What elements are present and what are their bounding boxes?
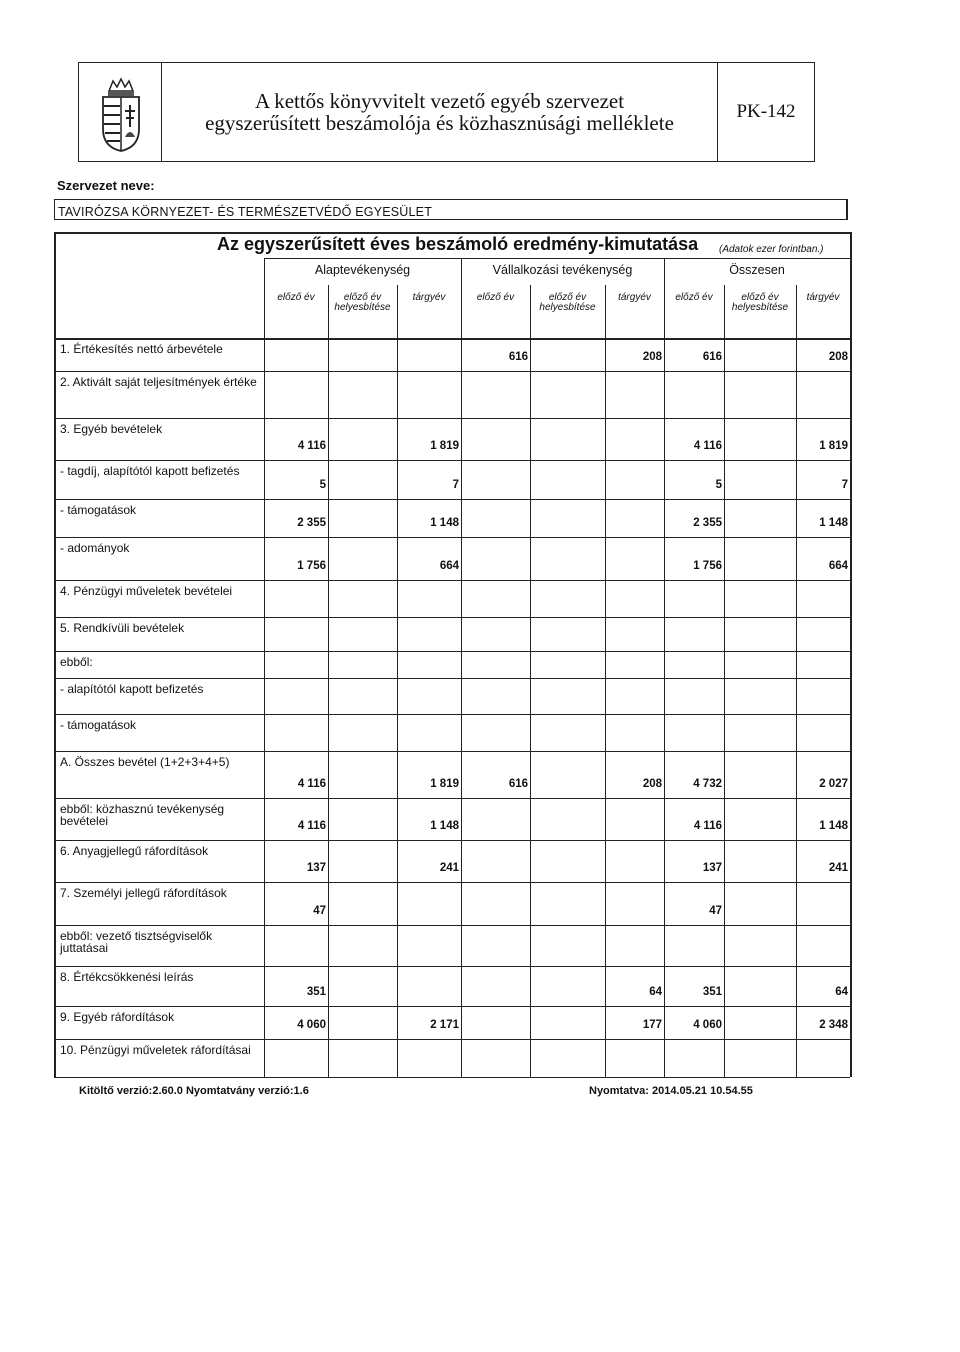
column-header <box>796 293 850 303</box>
row-label: A. Összes bevétel (1+2+3+4+5) <box>60 755 230 769</box>
row-label: 9. Egyéb ráfordítások <box>60 1010 175 1024</box>
header-bottom-line <box>54 338 850 340</box>
column-header-line-1: előző év <box>476 292 515 303</box>
column-line-3 <box>397 285 398 1077</box>
table-cell[interactable]: 616 <box>702 351 722 363</box>
table-cell[interactable]: 1 148 <box>819 820 848 832</box>
row-line-5 <box>54 580 850 581</box>
table-cell[interactable]: 4 060 <box>693 1019 722 1031</box>
table-cell[interactable]: 4 116 <box>693 440 722 452</box>
table-cell[interactable]: 4 116 <box>693 820 722 832</box>
table-cell[interactable]: 1 819 <box>819 440 848 452</box>
column-header <box>328 293 397 313</box>
row-line-0 <box>54 371 850 372</box>
table-cell[interactable]: 64 <box>649 986 662 998</box>
row-label: 7. Személyi jellegű ráfordítások <box>60 886 227 900</box>
column-line-0 <box>54 232 56 1077</box>
hungarian-coat-of-arms-icon <box>99 77 143 153</box>
section-title: Vállalkozási tevékenység <box>492 263 633 277</box>
column-header-line-2: helyesbítése <box>334 302 391 313</box>
row-label: 6. Anyagjellegű ráfordítások <box>60 844 209 858</box>
column-header-line-1: előző év <box>343 292 382 303</box>
table-border-top <box>54 232 850 234</box>
table-cell[interactable]: 2 355 <box>693 517 722 529</box>
column-header-line-2: helyesbítése <box>539 302 596 313</box>
table-cell[interactable]: 47 <box>313 905 326 917</box>
logo-cell <box>79 63 162 161</box>
column-line-6 <box>605 285 606 1077</box>
column-header-line-1: tárgyév <box>618 292 651 303</box>
row-label: - alapítótól kapott befizetés <box>60 682 204 696</box>
table-cell[interactable]: 351 <box>306 986 326 998</box>
row-label: ebből: közhasznú tevékenység bevételei <box>60 802 225 828</box>
table-cell[interactable]: 208 <box>828 351 848 363</box>
table-cell[interactable]: 241 <box>439 862 459 874</box>
table-cell[interactable]: 2 355 <box>297 517 326 529</box>
form-header <box>78 62 815 162</box>
row-label: 5. Rendkívüli bevételek <box>60 621 185 635</box>
column-line-9 <box>796 285 797 1077</box>
row-label: 3. Egyéb bevételek <box>60 422 163 436</box>
row-line-8 <box>54 678 850 679</box>
row-line-11 <box>54 798 850 799</box>
row-line-15 <box>54 966 850 967</box>
column-line-7 <box>664 285 665 1077</box>
column-line-5 <box>530 285 531 1077</box>
row-label: 1. Értékesítés nettó árbevétele <box>60 342 223 356</box>
table-cell[interactable]: 664 <box>828 560 848 572</box>
row-label: 8. Értékcsökkenési leírás <box>60 970 194 984</box>
row-line-12 <box>54 840 850 841</box>
table-cell[interactable]: 4 116 <box>297 440 326 452</box>
table-cell[interactable]: 1 756 <box>297 560 326 572</box>
table-cell[interactable]: 5 <box>319 479 326 491</box>
row-line-6 <box>54 617 850 618</box>
table-cell[interactable]: 208 <box>642 778 662 790</box>
column-header <box>724 293 796 313</box>
column-line-2 <box>328 285 329 1077</box>
column-line-8 <box>724 285 725 1077</box>
row-label: 4. Pénzügyi műveletek bevételei <box>60 584 233 598</box>
row-label: ebből: vezető tisztségviselők juttatásai <box>60 929 213 955</box>
section-header-divider <box>264 258 850 259</box>
table-cell[interactable]: 241 <box>828 862 848 874</box>
footer-version: Kitöltő verzió:2.60.0 Nyomtatvány verzió:1.6 <box>79 1085 309 1097</box>
form-title-line-1: A kettős könyvvitelt vezető egyéb szervezet <box>254 89 625 113</box>
form-code: PK-142 <box>717 63 814 161</box>
row-label: ebből: <box>60 655 93 669</box>
row-line-2 <box>54 460 850 461</box>
table-cell[interactable]: 137 <box>306 862 326 874</box>
table-cell[interactable]: 664 <box>439 560 459 572</box>
column-header <box>664 293 724 303</box>
row-line-18 <box>54 1077 850 1078</box>
table-cell[interactable]: 4 060 <box>297 1019 326 1031</box>
unit-note: (Adatok ezer forintban.) <box>719 244 824 255</box>
table-cell[interactable]: 1 148 <box>430 820 459 832</box>
organization-label: Szervezet neve: <box>57 178 155 193</box>
table-cell[interactable]: 177 <box>642 1019 662 1031</box>
row-line-1 <box>54 418 850 419</box>
row-line-13 <box>54 882 850 883</box>
table-cell[interactable]: 2 171 <box>430 1019 459 1031</box>
form-title <box>161 63 718 161</box>
table-cell[interactable]: 47 <box>709 905 722 917</box>
table-cell[interactable]: 4 116 <box>297 778 326 790</box>
column-header-line-1: előző év <box>741 292 779 303</box>
row-line-14 <box>54 925 850 926</box>
column-header-line-1: tárgyév <box>806 292 840 303</box>
section-title: Összesen <box>729 263 785 277</box>
column-line-1 <box>264 285 265 1077</box>
table-cell[interactable]: 1 148 <box>430 517 459 529</box>
table-cell[interactable]: 64 <box>835 986 848 998</box>
column-header <box>264 293 328 303</box>
row-line-4 <box>54 537 850 538</box>
table-cell[interactable]: 4 732 <box>693 778 722 790</box>
row-line-9 <box>54 714 850 715</box>
form-title-line-2: egyszerűsített beszámolója és közhasznúsági melléklete <box>205 111 674 135</box>
row-line-10 <box>54 751 850 752</box>
row-label: 10. Pénzügyi műveletek ráfordításai <box>60 1043 251 1057</box>
row-label: - támogatások <box>60 718 137 732</box>
column-header-line-1: előző év <box>675 292 713 303</box>
table-cell[interactable]: 616 <box>508 351 528 363</box>
table-cell[interactable]: 616 <box>508 778 528 790</box>
row-label: - támogatások <box>60 503 137 517</box>
table-cell[interactable]: 1 819 <box>430 778 459 790</box>
table-cell[interactable]: 137 <box>702 862 722 874</box>
column-header-line-1: előző év <box>548 292 587 303</box>
table-cell[interactable]: 5 <box>715 479 722 491</box>
section-title: Alaptevékenység <box>314 263 411 277</box>
row-label: - tagdíj, alapítótól kapott befizetés <box>60 464 240 478</box>
table-cell[interactable]: 1 148 <box>819 517 848 529</box>
table-cell[interactable]: 1 819 <box>430 440 459 452</box>
row-line-17 <box>54 1039 850 1040</box>
organization-name-field[interactable]: TAVIRÓZSA KÖRNYEZET- ÉS TERMÉSZETVÉDŐ EGYESÜLET <box>54 199 848 220</box>
table-cell[interactable]: 1 756 <box>693 560 722 572</box>
table-cell[interactable]: 7 <box>452 479 459 491</box>
row-line-7 <box>54 651 850 652</box>
row-label: - adományok <box>60 541 130 555</box>
column-line-10 <box>850 232 852 1077</box>
table-cell[interactable]: 7 <box>841 479 848 491</box>
table-cell[interactable]: 4 116 <box>297 820 326 832</box>
row-label: 2. Aktivált saját teljesítmények értéke <box>60 375 257 389</box>
row-line-3 <box>54 499 850 500</box>
row-line-16 <box>54 1006 850 1007</box>
column-header-line-2: helyesbítése <box>731 302 789 313</box>
table-cell[interactable]: 2 027 <box>819 778 848 790</box>
column-header-line-1: tárgyév <box>412 292 446 303</box>
column-header <box>397 293 461 303</box>
table-title: Az egyszerűsített éves beszámoló eredmény-kimutatása <box>217 234 699 254</box>
table-cell[interactable]: 208 <box>642 351 662 363</box>
table-cell[interactable]: 351 <box>702 986 722 998</box>
column-header-line-1: előző év <box>277 292 315 303</box>
column-header <box>530 293 605 313</box>
table-cell[interactable]: 2 348 <box>819 1019 848 1031</box>
footer-print-date: Nyomtatva: 2014.05.21 10.54.55 <box>589 1085 753 1097</box>
column-header <box>605 293 664 303</box>
column-line-4 <box>461 285 462 1077</box>
column-header <box>461 293 530 303</box>
